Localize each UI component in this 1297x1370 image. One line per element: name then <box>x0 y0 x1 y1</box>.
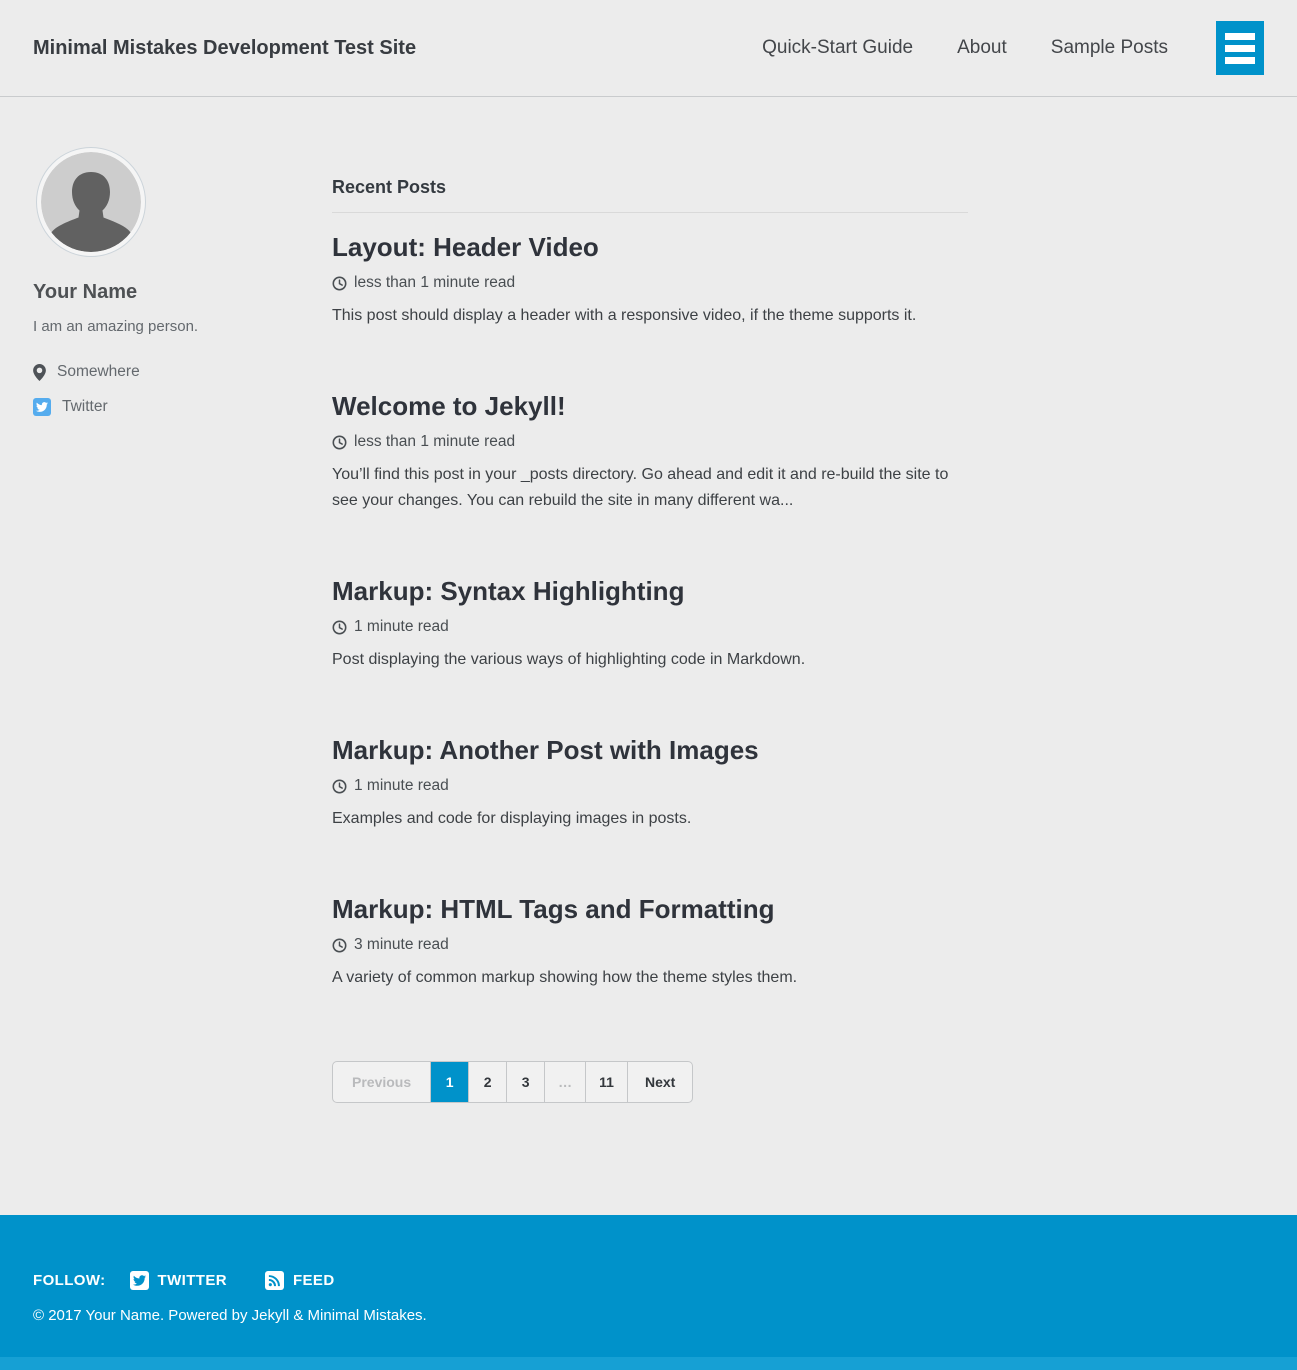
follow-label: FOLLOW: <box>33 1272 106 1290</box>
post-excerpt: You’ll find this post in your _posts directory. Go ahead and edit it and re-build the site to see your changes. You can rebuild the site in many different wa... <box>332 466 949 510</box>
nav-link-about[interactable]: About <box>957 37 1007 58</box>
pagination-page-2[interactable]: 2 <box>469 1062 507 1102</box>
post-meta <box>332 936 968 954</box>
read-time: 1 minute read <box>354 777 449 795</box>
menu-toggle-button[interactable] <box>1216 21 1264 75</box>
post-title-link[interactable]: Markup: Syntax Highlighting <box>332 576 685 607</box>
clock-icon <box>332 779 347 794</box>
pagination-next[interactable]: Next <box>644 1074 676 1091</box>
twitter-icon <box>130 1271 149 1290</box>
pagination-page-1[interactable]: 1 <box>431 1062 469 1102</box>
footer-twitter-link[interactable] <box>130 1271 227 1290</box>
clock-icon <box>332 620 347 635</box>
author-bio: I am an amazing person. <box>33 318 199 335</box>
twitter-icon <box>33 398 51 416</box>
clock-icon <box>332 276 347 291</box>
author-twitter <box>33 398 303 416</box>
read-time: less than 1 minute read <box>354 433 516 451</box>
post-title-link[interactable]: Markup: HTML Tags and Formatting <box>332 894 775 925</box>
author-location <box>33 363 303 381</box>
footer-bottom-strip <box>0 1357 1297 1370</box>
author-twitter-link[interactable]: Twitter <box>62 398 108 415</box>
pagination-previous: Previous <box>333 1062 431 1102</box>
post-entry <box>332 894 968 991</box>
recent-posts-heading: Recent Posts <box>332 177 968 213</box>
author-sidebar <box>33 97 303 1103</box>
footer-feed-link[interactable] <box>265 1271 335 1290</box>
footer-feed-label: FEED <box>292 1272 335 1290</box>
post-meta <box>332 777 968 795</box>
avatar <box>36 147 146 257</box>
post-excerpt: A variety of common markup showing how the theme styles them. <box>332 969 798 987</box>
footer-twitter-label: TWITTER <box>157 1272 227 1290</box>
copyright-text: © 2017 Your Name. Powered by Jekyll & Minimal Mistakes. <box>33 1307 427 1325</box>
main-content <box>332 97 968 1103</box>
clock-icon <box>332 938 347 953</box>
post-entry <box>332 576 968 673</box>
post-title-link[interactable]: Welcome to Jekyll! <box>332 391 566 422</box>
hamburger-icon <box>1225 45 1255 52</box>
post-excerpt: Examples and code for displaying images in posts. <box>332 810 692 828</box>
author-location-label: Somewhere <box>57 363 140 380</box>
pagination-ellipsis: … <box>545 1062 586 1102</box>
footer-gap <box>0 1103 1297 1215</box>
content-area <box>0 97 1297 1103</box>
pagination-page-3[interactable]: 3 <box>507 1062 545 1102</box>
hamburger-icon <box>1225 33 1255 40</box>
post-entry <box>332 735 968 832</box>
location-pin-icon <box>33 364 46 381</box>
post-meta <box>332 274 968 292</box>
post-entry <box>332 232 968 329</box>
post-entry <box>332 391 968 514</box>
person-silhouette-icon <box>41 152 141 252</box>
read-time: 3 minute read <box>354 936 449 954</box>
pagination-page-11[interactable]: 11 <box>586 1062 628 1102</box>
post-excerpt: Post displaying the various ways of highlighting code in Markdown. <box>332 651 806 669</box>
footer-follow-row <box>33 1271 1264 1290</box>
clock-icon <box>332 435 347 450</box>
author-name: Your Name <box>33 281 138 303</box>
read-time: 1 minute read <box>354 618 449 636</box>
pagination <box>332 1061 693 1103</box>
primary-nav <box>718 21 1264 75</box>
post-meta <box>332 618 968 636</box>
post-meta <box>332 433 968 451</box>
masthead <box>0 0 1297 97</box>
nav-link-quick-start-guide[interactable]: Quick-Start Guide <box>762 37 914 58</box>
site-title-link[interactable]: Minimal Mistakes Development Test Site <box>33 36 417 59</box>
post-title-link[interactable]: Markup: Another Post with Images <box>332 735 759 766</box>
post-title-link[interactable]: Layout: Header Video <box>332 232 599 262</box>
read-time: less than 1 minute read <box>354 274 516 291</box>
author-links <box>33 363 303 416</box>
rss-feed-icon <box>265 1271 284 1290</box>
hamburger-icon <box>1225 57 1255 64</box>
nav-link-sample-posts[interactable]: Sample Posts <box>1050 37 1168 58</box>
post-excerpt: This post should display a header with a responsive video, if the theme supports it. <box>332 307 917 324</box>
page-footer <box>0 1215 1297 1357</box>
